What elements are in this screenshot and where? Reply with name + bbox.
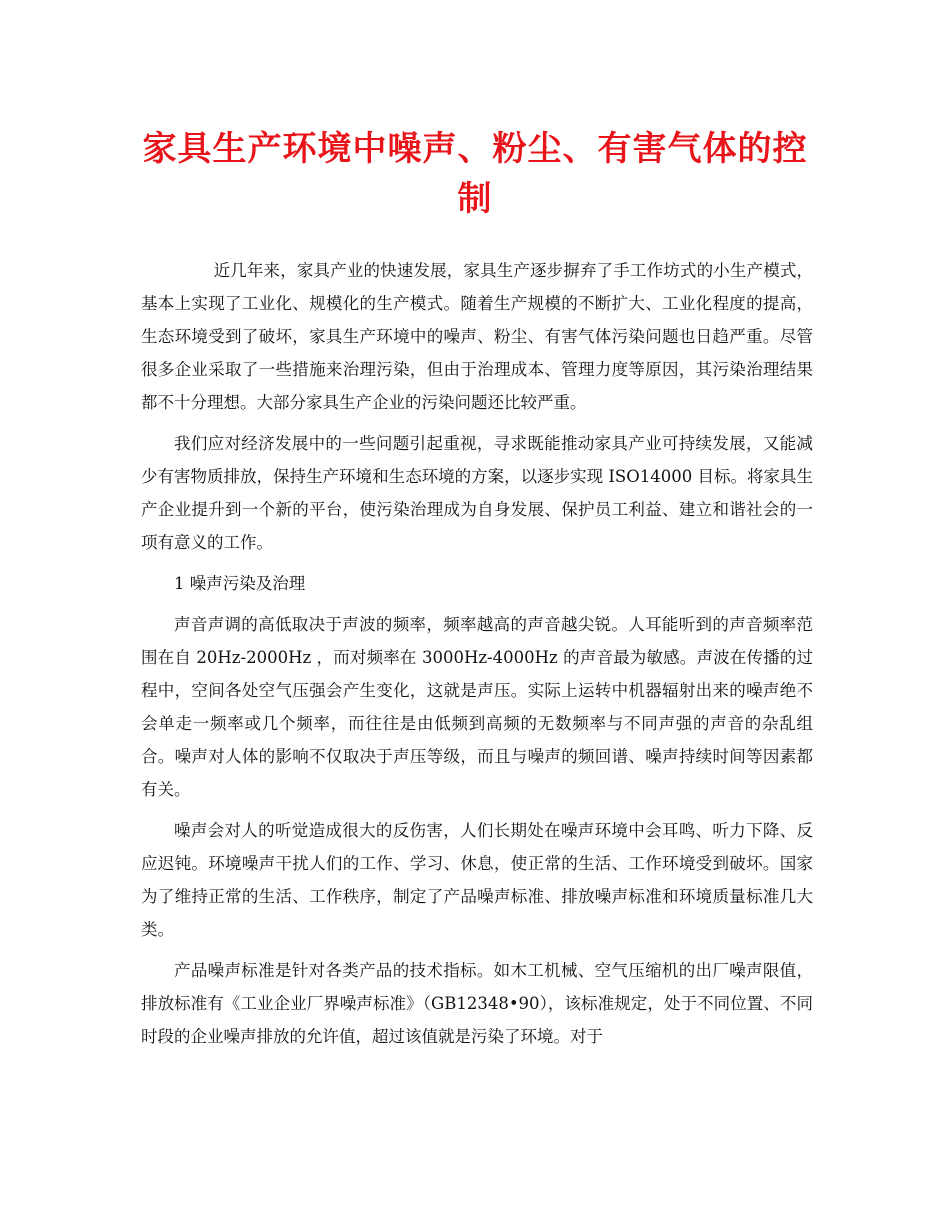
document-title: 家具生产环境中噪声、粉尘、有害气体的控制 — [142, 129, 808, 219]
paragraph-intro: 近几年来，家具产业的快速发展，家具生产逐步摒弃了手工作坊式的小生产模式，基本上实现了工业化、规模化的生产模式。随着生产规模的不断扩大、工业化程度的提高，生态环境受到了破坏，家具生产环境中的噪声、粉尘、有害气体污染问题也日趋严重。尽管很多企业采取了一些措施来治理污染，但由于治理成本、管理力度等原因，其污染治理结果都不十分理想。大部分家具生产企业的污染问题还比较严重。 — [141, 261, 813, 412]
paragraph-noise-standards: 产品噪声标准是针对各类产品的技术指标。如木工机械、空气压缩机的出厂噪声限值，排放标准有《工业企业厂界噪声标准》（GB12348•90），该标准规定，处于不同位置、不同时段的企业噪声排放的允许值，超过该值就是污染了环境。对于 — [141, 961, 813, 1046]
document-body — [141, 254, 813, 1061]
section-heading-noise: 1 噪声污染及治理 — [174, 574, 306, 593]
paragraph-goal: 我们应对经济发展中的一些问题引起重视，寻求既能推动家具产业可持续发展，又能减少有害物质排放，保持生产环境和生态环境的方案，以逐步实现 ISO14000 目标。将家具生产企业提升到一个新的平台，使污染治理成为自身发展、保护员工利益、建立和谐社会的一项有意义的工作。 — [141, 434, 813, 552]
paragraph-noise-harm: 噪声会对人的听觉造成很大的反伤害，人们长期处在噪声环境中会耳鸣、听力下降、反应迟钝。环境噪声干扰人们的工作、学习、休息，使正常的生活、工作环境受到破坏。国家为了维持正常的生活、工作秩序，制定了产品噪声标准、排放噪声标准和环境质量标准几大类。 — [141, 821, 813, 939]
paragraph-sound-frequency: 声音声调的高低取决于声波的频率，频率越高的声音越尖锐。人耳能听到的声音频率范围在自 20Hz-2000Hz ，而对频率在 3000Hz-4000Hz 的声音最为敏感。声波在传播的过程中，空间各处空气压强会产生变化，这就是声压。实际上运转中机器辐射出来的噪声绝不会单走一频率或几个频率，而往往是由低频到高频的无数频率与不同声强的声音的杂乱组合。噪声对人体的影响不仅取决于声压等级，而且与噪声的频回谱、噪声持续时间等因素都有关。 — [141, 615, 813, 799]
